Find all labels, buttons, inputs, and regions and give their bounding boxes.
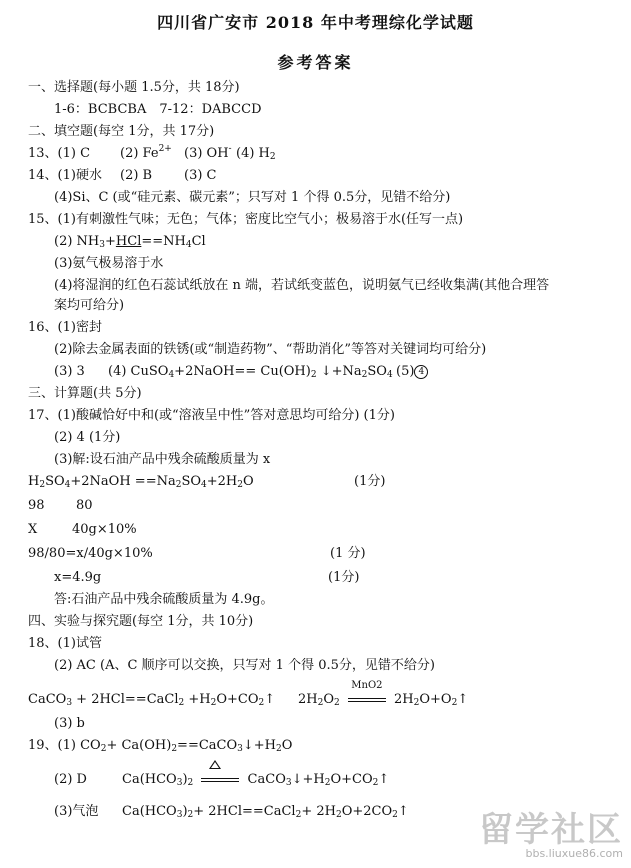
- watermark-logo: 留学社区 bbs.liuxue86.com: [479, 810, 623, 860]
- heat-condition: [197, 772, 243, 788]
- answer-line: 18、(1)试管: [28, 636, 102, 651]
- document-subtitle: 参考答案: [277, 53, 354, 72]
- section-heading: 四、实验与探究题(每空 1分，共 10分): [28, 614, 254, 629]
- circled-number: 4: [414, 365, 428, 379]
- answer-line: x=4.9g (1分): [54, 570, 360, 585]
- answer-line: (4)Si、C (或“硅元素、碳元素”；只写对 1 个得 0.5分，见错不给分): [54, 190, 451, 205]
- answer-line: (3)解:设石油产品中残余硫酸质量为 x: [54, 452, 271, 467]
- equation-line: $H_2SO_4+2NaOH ==Na_2SO_4+2H_2O$ (1分): [28, 474, 386, 490]
- answer-line: 98/80=x/40g×10% (1 分): [28, 546, 366, 561]
- equation-line: 19、(1) $CO_2+$ $Ca(OH)_2==CaCO_3↓+H_2O$: [28, 738, 293, 754]
- answer-line: 16、(1)密封: [28, 320, 102, 335]
- heat-triangle-icon: [209, 760, 221, 769]
- answer-line: (3) 3 (4) CuSO$_4$+2NaOH== $Cu(OH)_2$ $↓+Na_2SO_4$ (5) 4: [54, 364, 85, 380]
- answer-line: X 40g×10%: [28, 522, 137, 537]
- answer-line: (2) 4 (1分): [54, 430, 121, 445]
- equation-line: $2H_2O_2$ MnO2 $2H_2O+O_2↑$: [298, 680, 469, 708]
- equation-line: (3)气泡 $Ca(HCO_3)_2+$ 2HCl==CaCl$_2$+ $2H_2O+2CO_2↑$: [54, 804, 409, 820]
- answer-line: (2) AC (A、C 顺序可以交换，只写对 1 个得 0.5分，见错不给分): [54, 658, 435, 673]
- answer-line: (3)氨气极易溶于水: [54, 256, 164, 271]
- document-title: 四川省广安市 2018 年中考理综化学试题: [157, 13, 474, 32]
- answer-line: (2) $NH_3+HCl==NH_4Cl$: [54, 234, 206, 250]
- section-heading: 一、选择题(每小题 1.5分，共 18分): [28, 80, 240, 95]
- answer-line: 17、(1)酸碱恰好中和(或“溶液呈中性”答对意思均可给分) (1分): [28, 408, 395, 423]
- answer-line: 15、(1)有刺激性气味；无色；气体；密度比空气小；极易溶于水(任写一点): [28, 212, 464, 227]
- answer-line: (4)将湿润的红色石蕊试纸放在 n 端，若试纸变蓝色，说明氨气已经收集满(其他合理答: [54, 278, 550, 293]
- answer-line: 案均可给分): [54, 298, 125, 313]
- equation-line: (2) D $Ca(HCO_3)_2$ $CaCO_3↓+H_2O+CO_2↑$: [54, 772, 87, 788]
- answer-line: (2)除去金属表面的铁锈(或“制造药物”、“帮助消化”等答对关键词均可给分): [54, 342, 487, 357]
- answer-line: 13、(1) C (2) $Fe^{2+}$ (3) OH- (4) $H_2$: [28, 144, 276, 162]
- answer-line: 1-6：BCBCBA 7-12：DABCCD: [54, 102, 262, 117]
- equation-line: CaCO$_3$ + 2HCl==CaCl$_2$ $+H_2O+CO_2↑$: [28, 692, 276, 708]
- section-heading: 二、填空题(每空 1分，共 17分): [28, 124, 215, 139]
- answer-line: 答:石油产品中残余硫酸质量为 4.9g。: [54, 592, 274, 607]
- reaction-condition: MnO2: [344, 692, 390, 708]
- answer-line: 14、(1)硬水 (2) B (3) C: [28, 168, 217, 183]
- answer-line: 98 80: [28, 498, 93, 513]
- answer-line: (3) b: [54, 716, 85, 731]
- section-heading: 三、计算题(共 5分): [28, 386, 142, 401]
